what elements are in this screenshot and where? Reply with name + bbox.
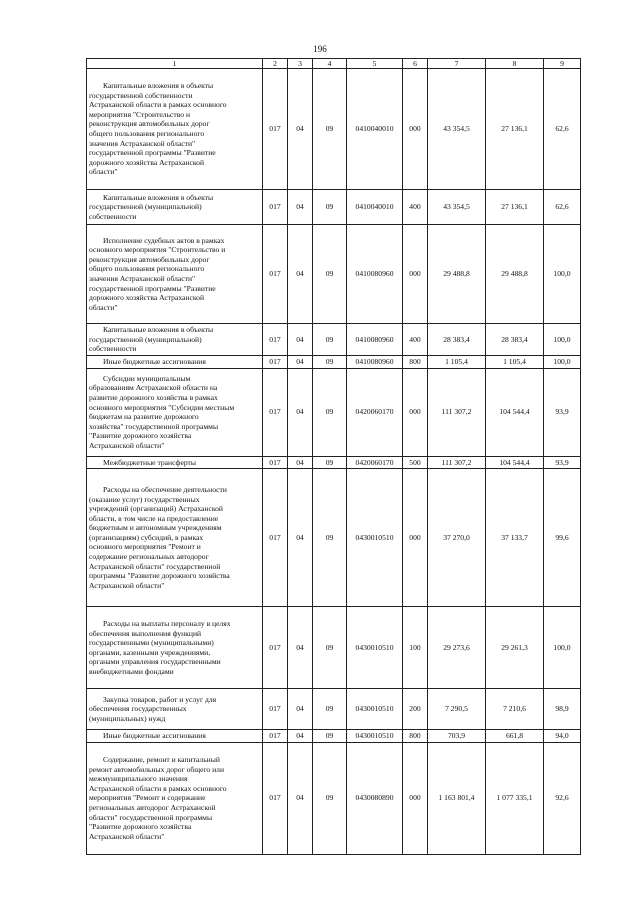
cell-c4: 09 (313, 368, 347, 456)
cell-c3: 04 (288, 356, 313, 369)
row-description (87, 324, 263, 356)
header-cell: 4 (313, 59, 347, 69)
description-line: государственной программы "Развитие (89, 148, 216, 158)
cell-c3: 04 (288, 69, 313, 190)
cell-c9: 100,0 (544, 225, 581, 324)
description-line: области" (89, 167, 118, 177)
description-line: Астраханской области в рамках основного (89, 783, 227, 793)
header-cell: 7 (428, 59, 486, 69)
description-line: (организациям) субсидий, в рамках (89, 532, 204, 542)
description-line: основного мероприятия "Субсидии местным (89, 402, 235, 412)
cell-c3: 04 (288, 742, 313, 854)
cell-c9: 94,0 (544, 730, 581, 743)
cell-c9: 100,0 (544, 324, 581, 356)
cell-c7: 43 354,5 (428, 69, 486, 190)
cell-c3: 04 (288, 607, 313, 689)
cell-c2: 017 (263, 607, 288, 689)
cell-c7: 1 163 801,4 (428, 742, 486, 854)
row-description (87, 689, 263, 730)
header-cell: 5 (347, 59, 403, 69)
header-cell: 8 (486, 59, 544, 69)
cell-c4: 09 (313, 190, 347, 225)
cell-c7: 43 354,5 (428, 190, 486, 225)
cell-c2: 017 (263, 225, 288, 324)
cell-c6: 800 (403, 730, 428, 743)
header-row (87, 59, 581, 69)
description-line: государственной (муниципальной) (89, 202, 202, 212)
cell-c2: 017 (263, 356, 288, 369)
table-row (87, 225, 581, 324)
description-line: собственности (89, 344, 137, 354)
cell-c6: 000 (403, 469, 428, 607)
description-line: значения Астраханской области" (89, 138, 196, 148)
description-line: органами управления государственными (89, 657, 221, 667)
header-cell: 1 (87, 59, 263, 69)
cell-c9: 62,6 (544, 69, 581, 190)
row-description (87, 469, 263, 607)
cell-c7: 29 488,8 (428, 225, 486, 324)
cell-c3: 04 (288, 225, 313, 324)
cell-c5: 0420060170 (347, 368, 403, 456)
row-description (87, 69, 263, 190)
cell-c2: 017 (263, 730, 288, 743)
table-row (87, 456, 581, 469)
cell-c3: 04 (288, 689, 313, 730)
description-line: внебюджетными фондами (89, 666, 174, 676)
cell-c8: 1 105,4 (486, 356, 544, 369)
cell-c8: 27 136,1 (486, 190, 544, 225)
description-line: Астраханской области" (89, 440, 165, 450)
cell-c4: 09 (313, 689, 347, 730)
cell-c7: 111 307,2 (428, 456, 486, 469)
table-row (87, 356, 581, 369)
cell-c8: 28 383,4 (486, 324, 544, 356)
description-line: значения Астраханской области" (89, 274, 196, 283)
cell-c4: 09 (313, 456, 347, 469)
cell-c4: 09 (313, 69, 347, 190)
table-row (87, 689, 581, 730)
table-row (87, 469, 581, 607)
cell-c4: 09 (313, 324, 347, 356)
cell-c7: 29 273,6 (428, 607, 486, 689)
header-cell: 3 (288, 59, 313, 69)
description-line: общего пользования регионального (89, 129, 205, 138)
description-line: области" (89, 302, 118, 312)
description-line: государственной собственности (89, 90, 193, 100)
description-line: Межбюджетные трансферты (103, 457, 196, 467)
table-row (87, 324, 581, 356)
description-line: реконструкция автомобильных дорог (89, 254, 210, 264)
cell-c7: 28 383,4 (428, 324, 486, 356)
row-description (87, 742, 263, 854)
cell-c5: 0430010510 (347, 469, 403, 607)
cell-c6: 800 (403, 356, 428, 369)
description-line: государственной (муниципальной) (89, 334, 202, 344)
cell-c8: 7 210,6 (486, 689, 544, 730)
cell-c5: 0410080960 (347, 324, 403, 356)
description-line: бюджетным и автономным учреждениям (89, 523, 222, 533)
cell-c5: 0430010510 (347, 607, 403, 689)
description-line: ремонт автомобильных дорог общего или (89, 764, 225, 774)
description-line: дорожного хозяйства Астраханской (89, 293, 205, 303)
description-line: Иные бюджетные ассигнования (103, 357, 206, 366)
cell-c9: 99,6 (544, 469, 581, 607)
description-line: реконструкция автомобильных дорог (89, 119, 210, 129)
cell-c9: 98,9 (544, 689, 581, 730)
cell-c6: 000 (403, 742, 428, 854)
description-line: Расходы на выплаты персоналу в целях (103, 618, 231, 628)
cell-c3: 04 (288, 469, 313, 607)
row-description (87, 368, 263, 456)
cell-c4: 09 (313, 469, 347, 607)
description-line: содержание региональных автодорог (89, 552, 209, 562)
row-description (87, 730, 263, 743)
cell-c2: 017 (263, 742, 288, 854)
description-line: основного мероприятия "Строительство и (89, 245, 226, 255)
description-line: общего пользования регионального (89, 264, 205, 274)
description-line: области" государственной программы (89, 812, 213, 822)
description-line: мероприятия "Строительство и (89, 109, 191, 119)
cell-c5: 0410040010 (347, 190, 403, 225)
description-line: Астраханской области" (89, 831, 165, 841)
table-row (87, 742, 581, 854)
page-number: 196 (313, 44, 327, 54)
cell-c2: 017 (263, 368, 288, 456)
cell-c3: 04 (288, 324, 313, 356)
description-line: Субсидии муниципальным (103, 373, 191, 383)
cell-c6: 200 (403, 689, 428, 730)
cell-c2: 017 (263, 689, 288, 730)
table-row (87, 730, 581, 743)
description-line: "Развитие дорожного хозяйства (89, 431, 192, 441)
cell-c7: 1 105,4 (428, 356, 486, 369)
description-line: (оказание услуг) государственных (89, 494, 200, 504)
cell-c8: 27 136,1 (486, 69, 544, 190)
table-row (87, 69, 581, 190)
table-row (87, 607, 581, 689)
cell-c8: 104 544,4 (486, 456, 544, 469)
cell-c2: 017 (263, 324, 288, 356)
cell-c7: 37 270,0 (428, 469, 486, 607)
cell-c8: 29 488,8 (486, 225, 544, 324)
description-line: Астраханской области в рамках основного (89, 100, 227, 110)
cell-c5: 0410080960 (347, 356, 403, 369)
cell-c2: 017 (263, 69, 288, 190)
cell-c5: 0410080960 (347, 225, 403, 324)
description-line: Закупка товаров, работ и услуг для (103, 694, 217, 704)
description-line: Исполнение судебных актов в рамках (103, 235, 225, 245)
budget-table (86, 58, 581, 855)
cell-c9: 100,0 (544, 607, 581, 689)
table-row (87, 368, 581, 456)
cell-c4: 09 (313, 742, 347, 854)
cell-c6: 000 (403, 225, 428, 324)
cell-c9: 62,6 (544, 190, 581, 225)
description-line: государственными (муниципальными) (89, 638, 214, 648)
description-line: бюджетам на развитие дорожного (89, 412, 199, 422)
description-line: органами, казенными учреждениями, (89, 647, 211, 657)
description-line: (муниципальных) нужд (89, 713, 166, 723)
row-description (87, 607, 263, 689)
header-cell: 6 (403, 59, 428, 69)
cell-c6: 400 (403, 324, 428, 356)
cell-c9: 100,0 (544, 356, 581, 369)
cell-c4: 09 (313, 225, 347, 324)
description-line: обеспечения государственных (89, 704, 187, 714)
row-description (87, 356, 263, 369)
cell-c2: 017 (263, 469, 288, 607)
description-line: Капитальные вложения в объекты (103, 81, 214, 91)
row-description (87, 225, 263, 324)
description-line: Расходы на обеспечение деятельности (103, 484, 227, 494)
cell-c8: 1 077 335,1 (486, 742, 544, 854)
cell-c4: 09 (313, 607, 347, 689)
cell-c6: 000 (403, 368, 428, 456)
cell-c7: 111 307,2 (428, 368, 486, 456)
cell-c6: 500 (403, 456, 428, 469)
description-line: хозяйства" государственной программы (89, 421, 219, 431)
table-body (87, 59, 581, 855)
description-line: образованиям Астраханской области на (89, 383, 218, 393)
description-line: Капитальные вложения в объекты (103, 325, 214, 335)
cell-c3: 04 (288, 456, 313, 469)
cell-c3: 04 (288, 368, 313, 456)
cell-c8: 29 261,3 (486, 607, 544, 689)
cell-c4: 09 (313, 356, 347, 369)
cell-c3: 04 (288, 730, 313, 743)
header-cell: 9 (544, 59, 581, 69)
description-line: основного мероприятия "Ремонт и (89, 542, 201, 552)
cell-c5: 0430080890 (347, 742, 403, 854)
description-line: дорожного хозяйства Астраханской (89, 157, 205, 167)
description-line: Астраханской области" (89, 580, 165, 590)
row-description (87, 190, 263, 225)
cell-c3: 04 (288, 190, 313, 225)
cell-c2: 017 (263, 456, 288, 469)
row-description (87, 456, 263, 469)
cell-c2: 017 (263, 190, 288, 225)
description-line: межмуниципального значения (89, 774, 188, 784)
description-line: программы "Развитие дорожного хозяйства (89, 571, 230, 581)
description-line: учреждений (организаций) Астраханской (89, 504, 223, 514)
description-line: развитие дорожного хозяйства в рамках (89, 392, 218, 402)
table-row (87, 190, 581, 225)
description-line: Содержание, ремонт и капитальный (103, 755, 220, 765)
cell-c6: 000 (403, 69, 428, 190)
cell-c5: 0410040010 (347, 69, 403, 190)
description-line: области, в том числе на предоставление (89, 513, 219, 523)
description-line: обеспечения выполнения функций (89, 628, 202, 638)
cell-c5: 0420060170 (347, 456, 403, 469)
cell-c5: 0430010510 (347, 689, 403, 730)
cell-c7: 7 290,5 (428, 689, 486, 730)
description-line: Иные бюджетные ассигнования (103, 731, 206, 741)
cell-c9: 93,9 (544, 456, 581, 469)
cell-c8: 661,8 (486, 730, 544, 743)
cell-c5: 0430010510 (347, 730, 403, 743)
description-line: "Развитие дорожного хозяйства (89, 822, 192, 832)
description-line: мероприятия "Ремонт и содержание (89, 793, 206, 803)
description-line: Капитальные вложения в объекты (103, 192, 214, 202)
cell-c8: 37 133,7 (486, 469, 544, 607)
header-cell: 2 (263, 59, 288, 69)
cell-c9: 92,6 (544, 742, 581, 854)
cell-c7: 703,9 (428, 730, 486, 743)
cell-c9: 93,9 (544, 368, 581, 456)
description-line: Астраханской области" государственной (89, 561, 221, 571)
description-line: региональных автодорог Астраханской (89, 803, 216, 813)
description-line: собственности (89, 211, 137, 221)
description-line: государственной программы "Развитие (89, 283, 216, 293)
cell-c6: 100 (403, 607, 428, 689)
cell-c4: 09 (313, 730, 347, 743)
cell-c8: 104 544,4 (486, 368, 544, 456)
cell-c6: 400 (403, 190, 428, 225)
